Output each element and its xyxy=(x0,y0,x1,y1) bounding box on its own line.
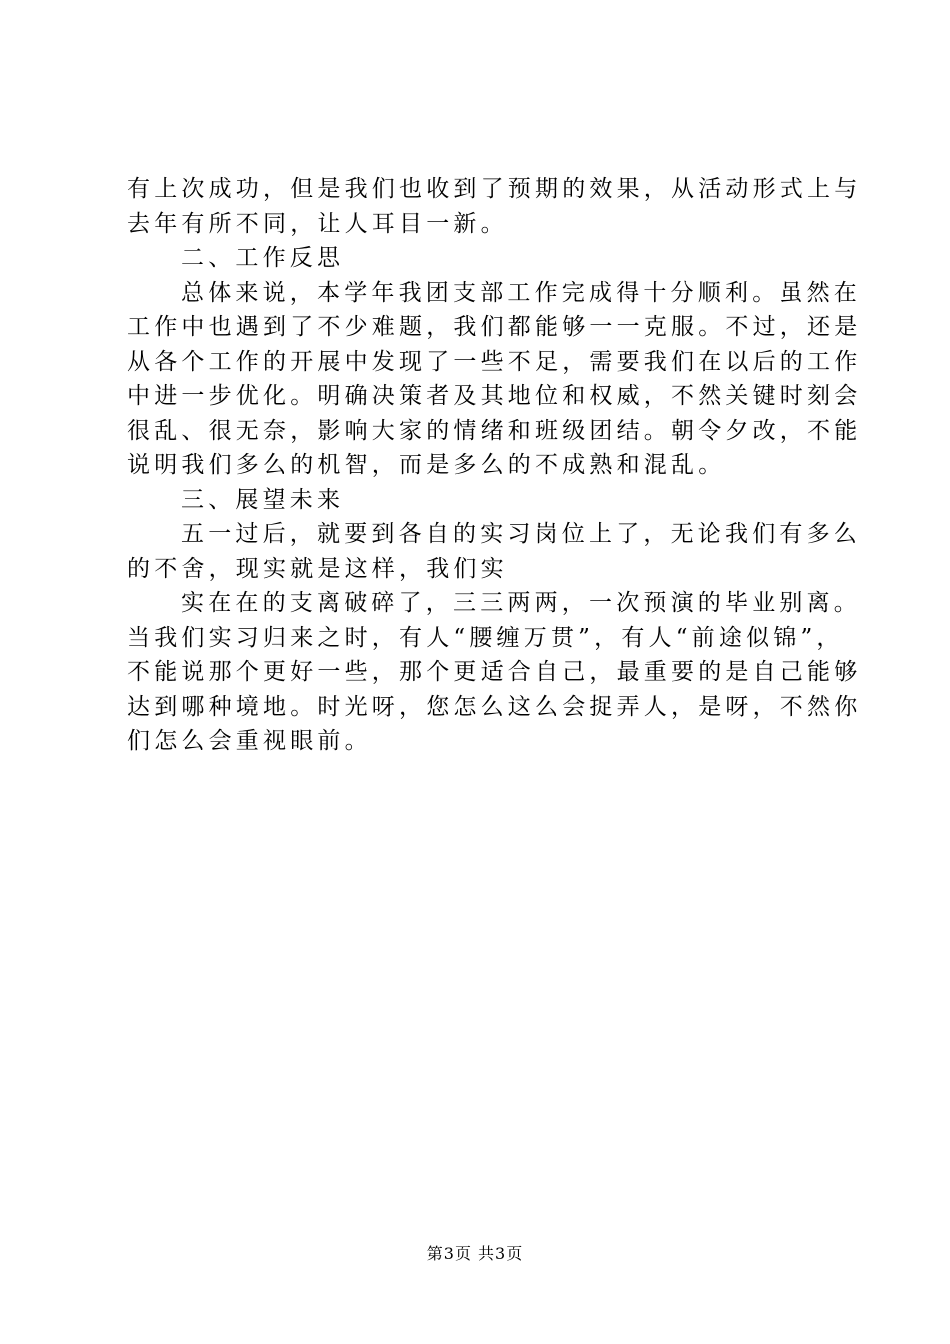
paragraph-line: 达到哪种境地。时光呀，您怎么这么会捉弄人，是呀，不然你 xyxy=(127,693,862,720)
paragraph-line: 实在在的支离破碎了，三三两两，一次预演的毕业别离。 xyxy=(181,590,861,616)
paragraph-line: 去年有所不同，让人耳目一新。 xyxy=(127,210,508,237)
paragraph-line: 从各个工作的开展中发现了一些不足，需要我们在以后的工作 xyxy=(127,348,862,375)
section-heading-reflection: 二、工作反思 xyxy=(181,245,345,271)
paragraph-line: 有上次成功，但是我们也收到了预期的效果，从活动形式上与 xyxy=(127,176,862,202)
section-heading-outlook: 三、展望未来 xyxy=(181,486,345,513)
page-number-footer: 第3页 共3页 xyxy=(426,1244,524,1263)
paragraph-line: 五一过后，就要到各自的实习岗位上了，无论我们有多么 xyxy=(181,521,861,547)
paragraph-line: 说明我们多么的机智，而是多么的不成熟和混乱。 xyxy=(127,452,726,478)
paragraph-line: 不能说那个更好一些，那个更适合自己，最重要的是自己能够 xyxy=(127,659,862,685)
document-body xyxy=(127,172,862,759)
paragraph-line: 当我们实习归来之时，有人“腰缠万贯”，有人“前途似锦”， xyxy=(127,624,844,651)
paragraph-line: 总体来说，本学年我团支部工作完成得十分顺利。虽然在 xyxy=(181,279,861,306)
paragraph-line: 中进一步优化。明确决策者及其地位和权威，不然关键时刻会 xyxy=(127,383,862,409)
paragraph-line: 的不舍，现实就是这样，我们实 xyxy=(127,555,508,582)
paragraph-line: 很乱、很无奈，影响大家的情绪和班级团结。朝令夕改，不能 xyxy=(127,417,862,444)
paragraph-line: 工作中也遇到了不少难题，我们都能够一一克服。不过，还是 xyxy=(127,314,862,340)
paragraph-line: 们怎么会重视眼前。 xyxy=(127,728,372,754)
